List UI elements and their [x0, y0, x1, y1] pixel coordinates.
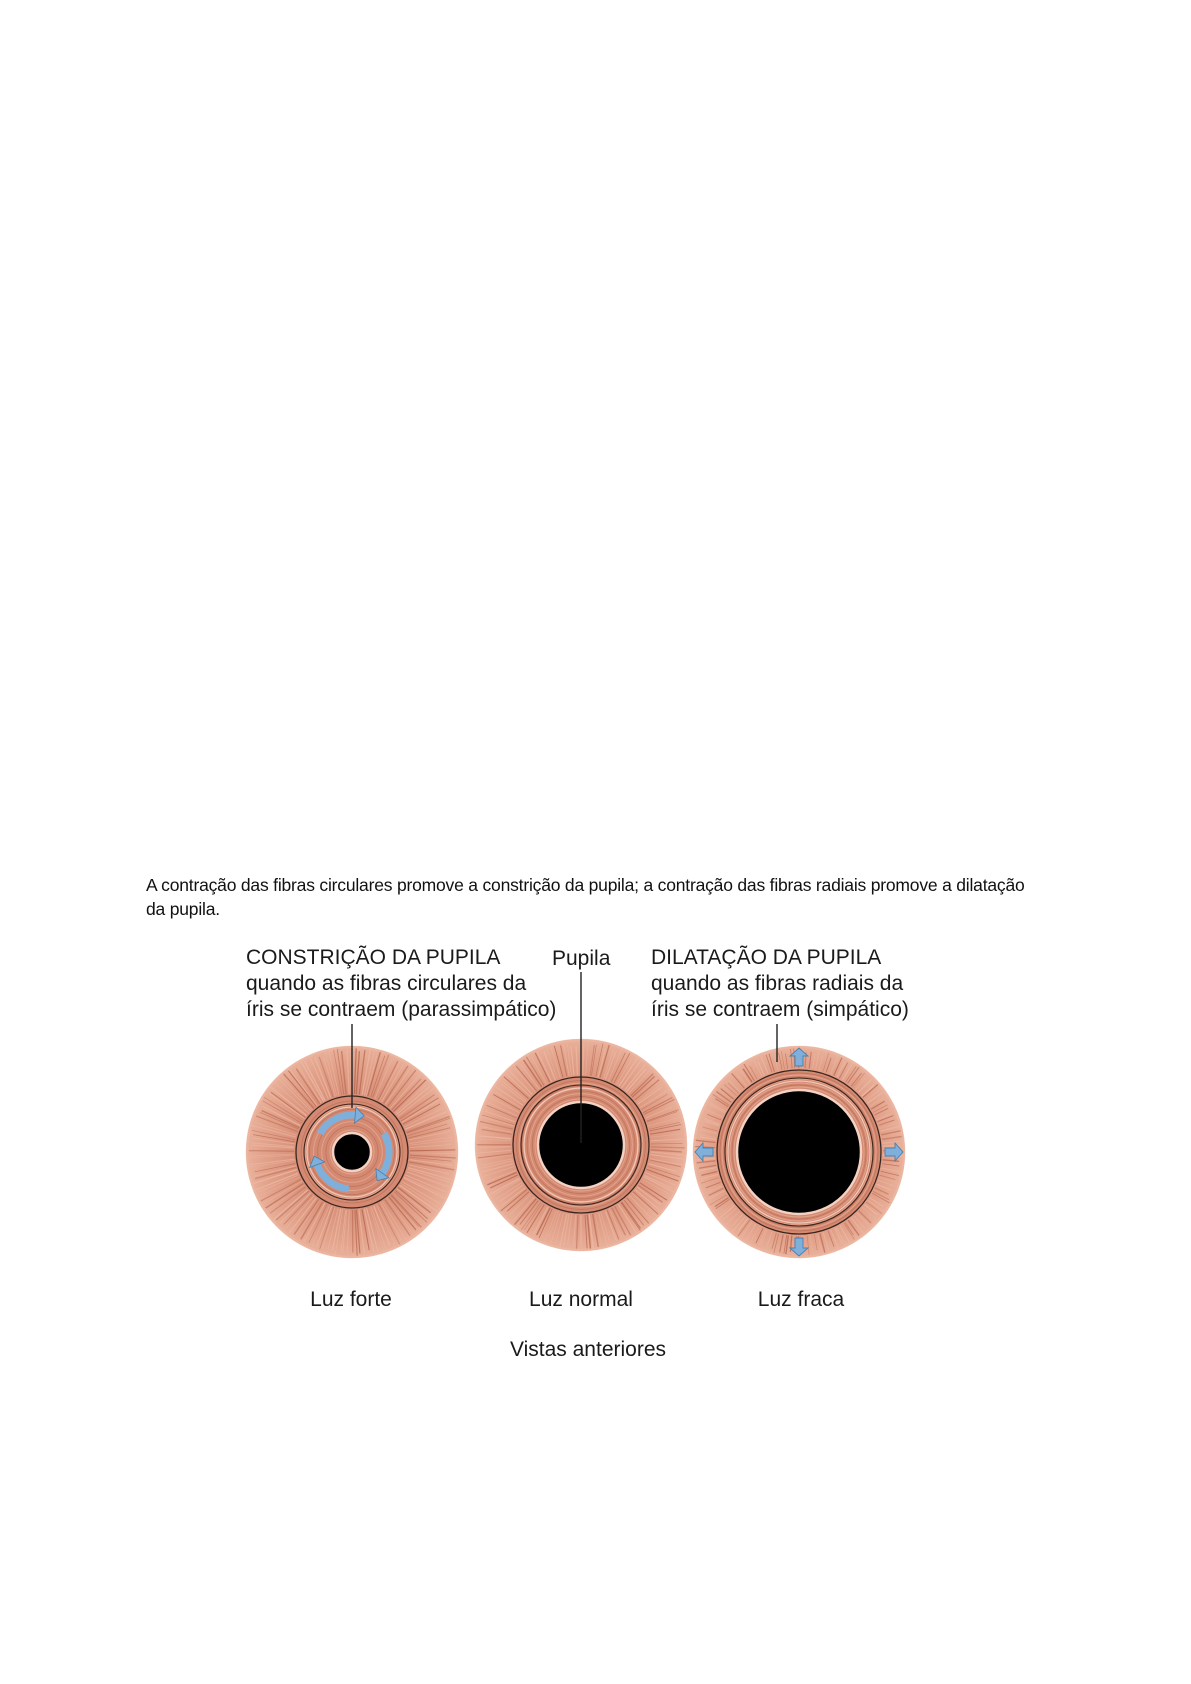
constriction-title: CONSTRIÇÃO DA PUPILA [246, 946, 501, 969]
iris-dim-light [693, 1046, 905, 1258]
constriction-desc-line2: íris se contraem (parassimpático) [246, 998, 557, 1021]
panel-label-dim: Luz fraca [757, 1288, 845, 1311]
dilation-desc-line2: íris se contraem (simpático) [651, 998, 909, 1021]
dilation-title: DILATAÇÃO DA PUPILA [651, 946, 882, 969]
constriction-desc-line1: quando as fibras circulares da [246, 972, 527, 995]
figure-caption: A contração das fibras circulares promove a constrição da pupila; a contração das fibras radiais promove a dilatação da pupila. [146, 875, 1025, 919]
pupil [333, 1133, 371, 1171]
pupil-label: Pupila [552, 947, 611, 970]
dilation-desc-line1: quando as fibras radiais da [651, 972, 904, 995]
panel-label-bright: Luz forte [310, 1288, 392, 1311]
pupil [737, 1090, 861, 1214]
panel-label-normal: Luz normal [529, 1288, 633, 1311]
figure-footer: Vistas anteriores [509, 1338, 667, 1361]
